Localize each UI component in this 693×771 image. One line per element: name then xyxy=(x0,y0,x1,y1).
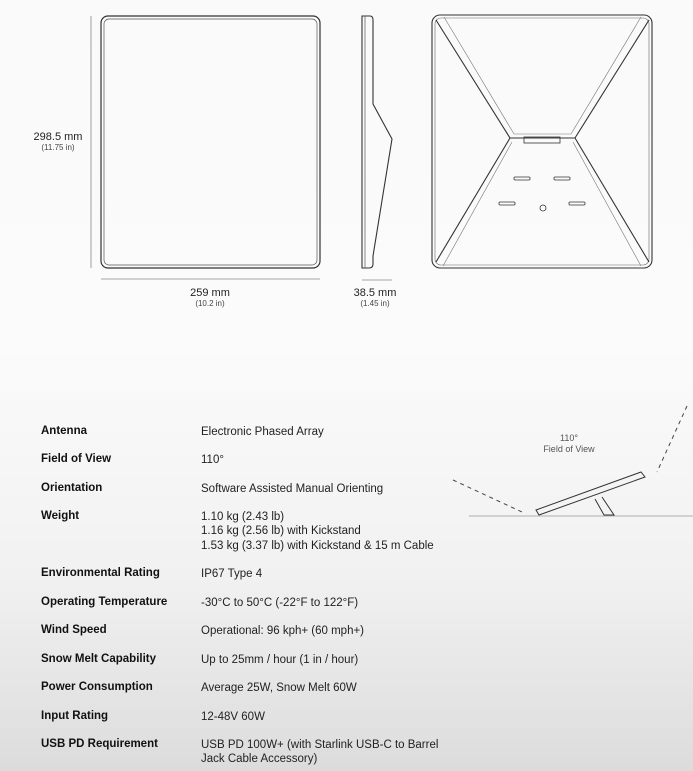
spec-value: USB PD 100W+ (with Starlink USB-C to Barrel xyxy=(201,739,439,751)
fov-caption: Field of View xyxy=(543,444,595,454)
spec-value: Jack Cable Accessory) xyxy=(201,753,318,766)
spec-values xyxy=(201,653,358,667)
field-of-view-diagram xyxy=(453,406,693,516)
spec-values xyxy=(201,681,357,695)
spec-value: -30°C to 50°C (-22°F to 122°F) xyxy=(201,597,359,609)
spec-values xyxy=(201,624,364,638)
spec-values xyxy=(201,482,383,496)
spec-label: Environmental Rating xyxy=(41,567,160,579)
fov-angle: 110° xyxy=(560,433,578,443)
spec-value: Electronic Phased Array xyxy=(201,426,324,438)
spec-label: Input Rating xyxy=(41,710,109,722)
spec-label: Wind Speed xyxy=(41,624,107,636)
width-in: (10.2 in) xyxy=(195,299,225,308)
spec-label: Antenna xyxy=(41,425,87,437)
spec-label: Field of View xyxy=(41,453,112,465)
depth-mm: 38.5 mm xyxy=(353,287,397,299)
spec-values xyxy=(201,596,358,610)
height-mm: 298.5 mm xyxy=(33,131,83,143)
spec-label: Weight xyxy=(41,510,80,522)
width-mm: 259 mm xyxy=(190,287,230,299)
height-dimension-label xyxy=(30,131,86,153)
spec-value: 1.53 kg (3.37 lb) with Kickstand & 15 m Cable xyxy=(201,539,434,552)
spec-label: USB PD Requirement xyxy=(41,738,158,750)
side-view-drawing xyxy=(362,16,392,268)
spec-values xyxy=(201,567,262,581)
spec-value: Software Assisted Manual Orienting xyxy=(201,483,384,495)
spec-value: 12-48V 60W xyxy=(201,711,265,723)
spec-value: 110° xyxy=(201,454,224,466)
back-view-drawing xyxy=(432,15,652,268)
spec-value: 1.16 kg (2.56 lb) with Kickstand xyxy=(201,525,361,538)
spec-label: Operating Temperature xyxy=(41,596,168,608)
spec-value: IP67 Type 4 xyxy=(201,568,263,580)
spec-values xyxy=(201,710,265,724)
spec-label: Snow Melt Capability xyxy=(41,653,157,665)
depth-in: (1.45 in) xyxy=(360,299,390,308)
width-dimension-label xyxy=(180,287,240,309)
spec-values xyxy=(201,425,324,439)
spec-value: Up to 25mm / hour (1 in / hour) xyxy=(201,654,359,666)
spec-values xyxy=(201,510,434,553)
spec-values xyxy=(201,738,438,767)
spec-value: Average 25W, Snow Melt 60W xyxy=(201,682,357,694)
spec-values xyxy=(201,453,224,467)
spec-value: 1.10 kg (2.43 lb) xyxy=(201,511,285,523)
fov-diagram-label xyxy=(530,433,608,455)
spec-value: Operational: 96 kph+ (60 mph+) xyxy=(201,625,365,637)
height-in: (11.75 in) xyxy=(41,143,75,152)
spec-label: Orientation xyxy=(41,482,103,494)
depth-dimension-label xyxy=(348,287,402,309)
spec-label: Power Consumption xyxy=(41,681,153,693)
front-view-drawing xyxy=(101,16,320,268)
